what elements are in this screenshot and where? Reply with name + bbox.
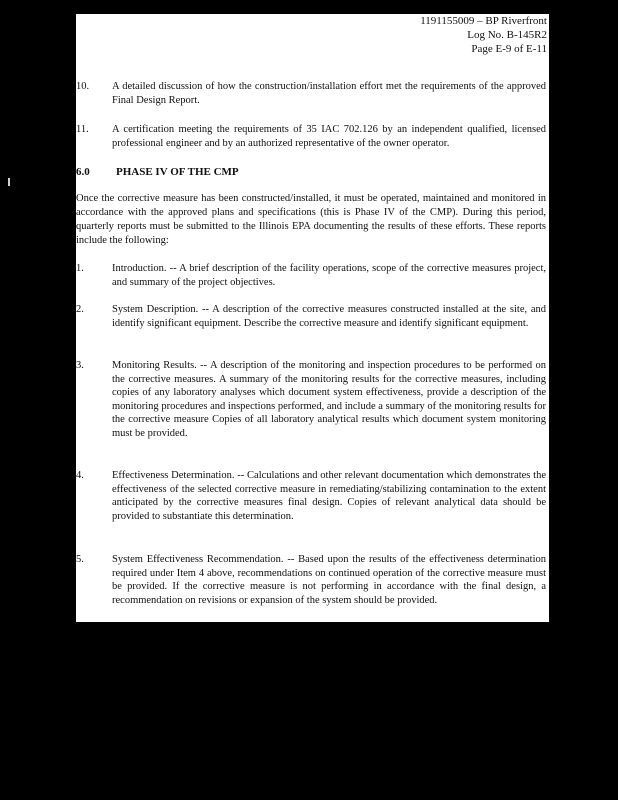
item-number: 11.: [76, 124, 89, 135]
item-text: System Effectiveness Recommendation. -- Based upon the results of the effectiveness determination required under Item 4 above, recommendations on continued operation of the corrective measure must be provided. If the corrective measure is not performing in accordance with the final design, a recommendation on revisions or expansion of the system should be provided.: [112, 554, 546, 606]
item-number: 1.: [76, 263, 84, 274]
item-number: 5.: [76, 554, 84, 565]
item-number: 2.: [76, 304, 84, 315]
item-text: Effectiveness Determination. -- Calculations and other relevant documentation which demonstrates the effectiveness of the selected corrective measure in remediating/stabilizing contamination to the extent anticipated by the corrective measures final design. Copies of relevant analytical data should be provided to substantiate this determination.: [112, 470, 546, 522]
header-page-number: Page E-9 of E-11: [471, 43, 547, 55]
item-text: A detailed discussion of how the construction/installation effort met the requirements of the approved Final Design Report.: [112, 81, 546, 106]
scan-mark: [8, 178, 10, 186]
intro-paragraph: Once the corrective measure has been constructed/installed, it must be operated, maintained and monitored in accordance with the approved plans and specifications (this is Phase IV of the CMP). During this period, quarterly reports must be submitted to the Illinois EPA documenting the results of these efforts. These reports include the following:: [76, 193, 546, 246]
item-text: Monitoring Results. -- A description of the monitoring and inspection procedures to be performed on the corrective measures. A summary of the monitoring results for the corrective measures, including copies of any laboratory analyses which document system effectiveness, provide a description of the monitoring procedures and inspections performed, and include a summary of the monitoring results for the corrective measure Copies of all laboratory analytical results which document system monitoring must be provided.: [112, 360, 546, 439]
item-text: System Description. -- A description of the corrective measures constructed installed at the site, and identify significant equipment. Describe the corrective measure and identify significant equipment.: [112, 304, 546, 329]
item-number: 3.: [76, 360, 84, 371]
header-project-line: 1191155009 – BP Riverfront: [420, 15, 547, 27]
item-number: 10.: [76, 81, 90, 92]
page-header: [420, 14, 547, 56]
section-title: PHASE IV OF THE CMP: [116, 166, 239, 178]
item-text: Introduction. -- A brief description of the facility operations, scope of the corrective measures project, and summary of the project objectives.: [112, 263, 546, 288]
header-log-number: Log No. B-145R2: [467, 29, 547, 41]
section-number: 6.0: [76, 166, 90, 178]
item-text: A certification meeting the requirements of 35 IAC 702.126 by an independent qualified, licensed professional engineer and by an authorized representative of the owner operator.: [112, 124, 546, 149]
item-number: 4.: [76, 470, 84, 481]
document-page: [76, 14, 549, 622]
